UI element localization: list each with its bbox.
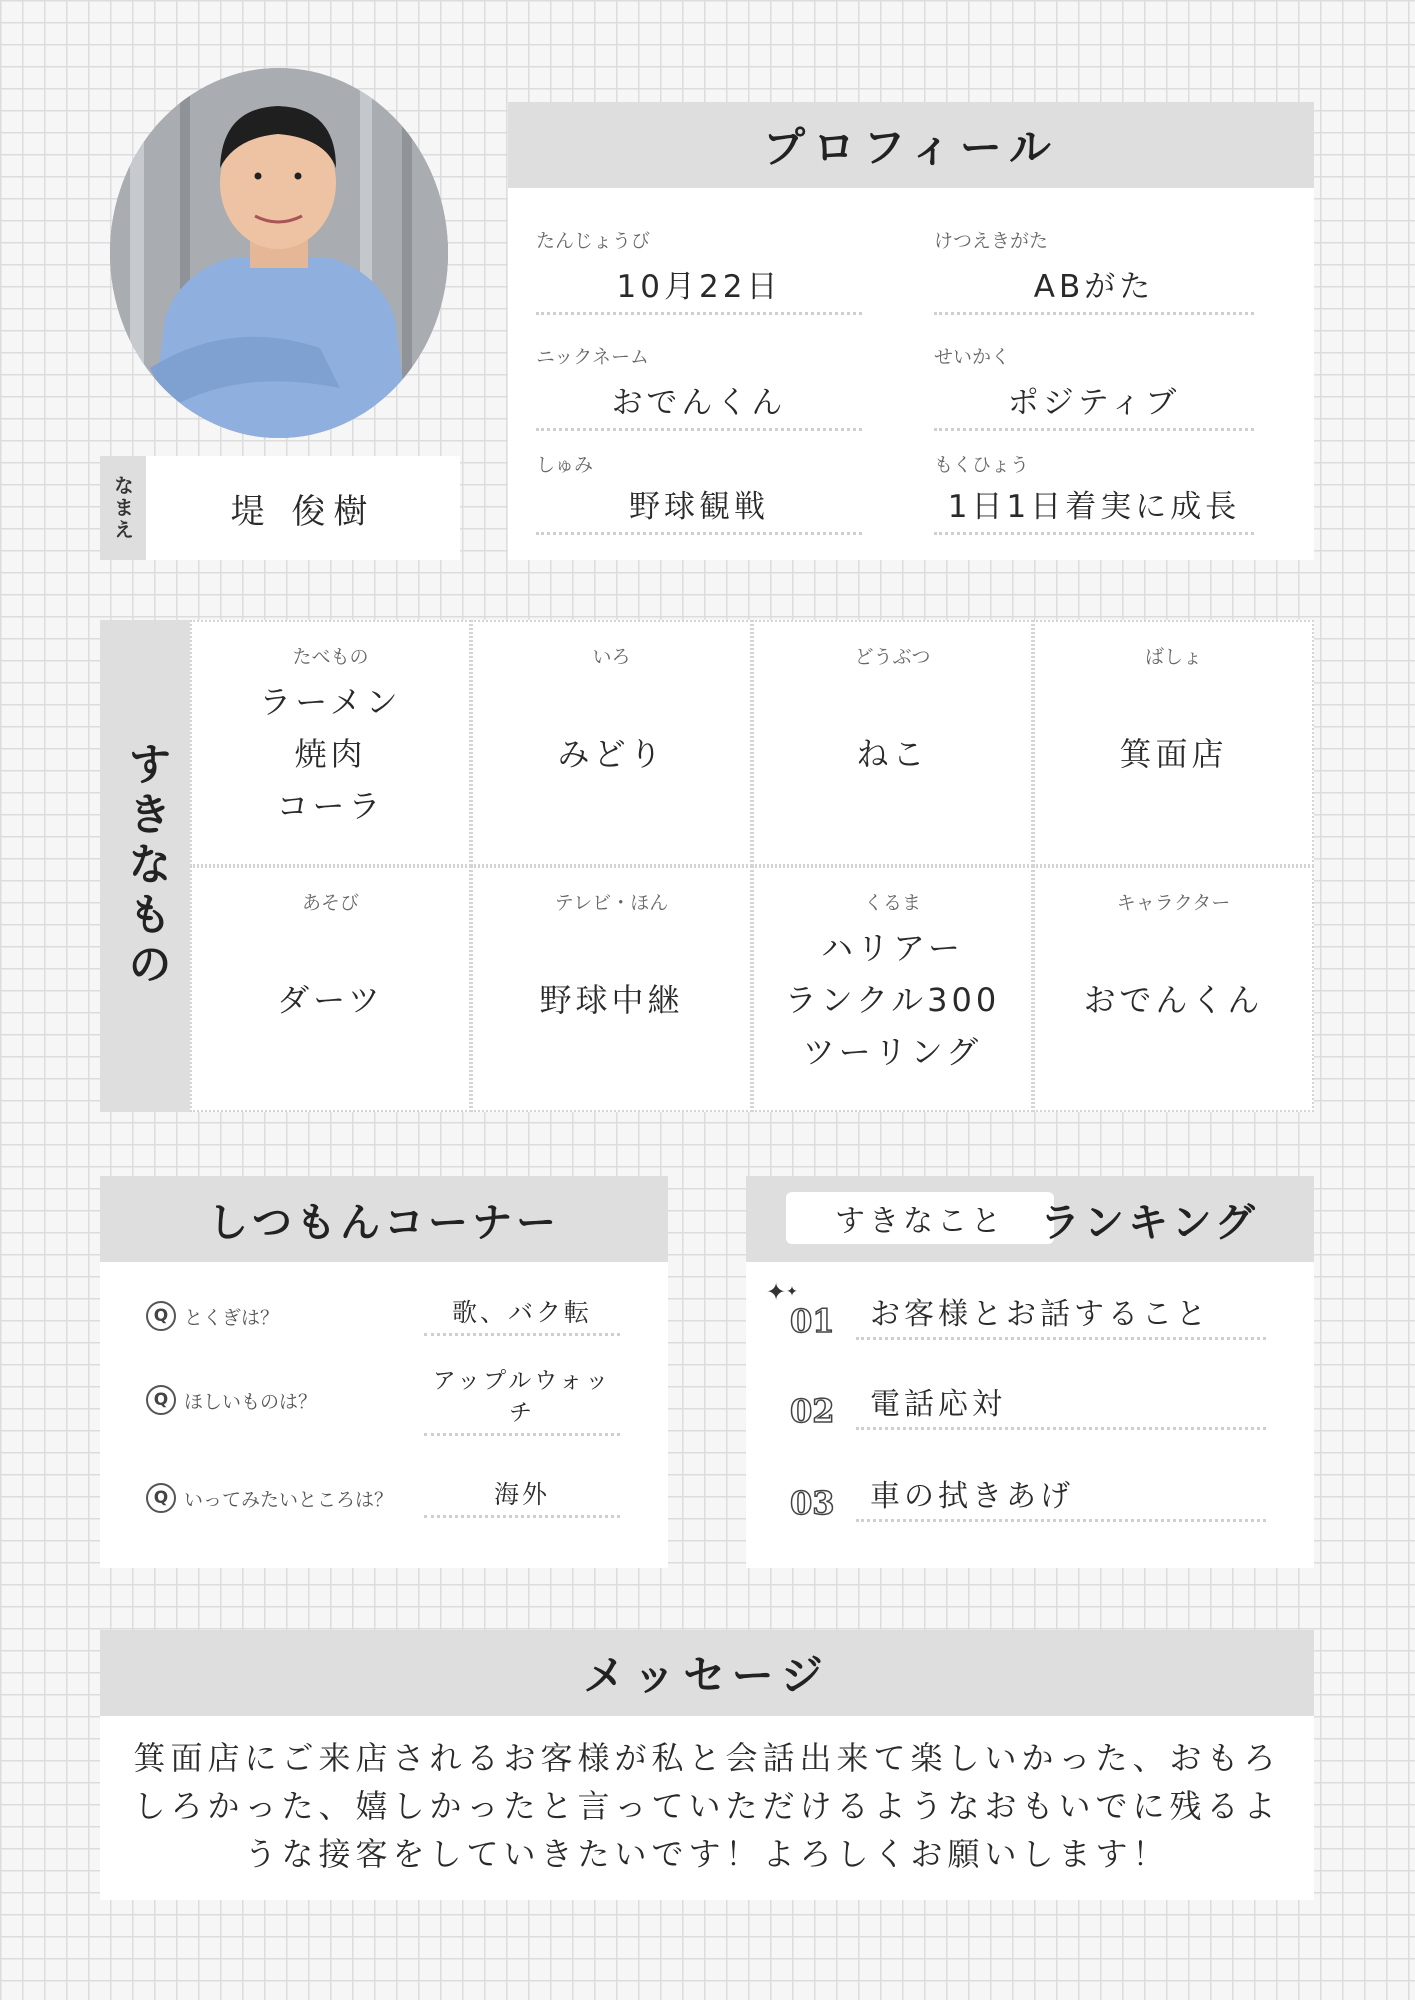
- profile-title: プロフィール: [508, 102, 1314, 188]
- goal-value: 1日1日着実に成長: [934, 481, 1254, 535]
- profile-photo: [110, 68, 448, 438]
- birthday-field: [536, 226, 862, 315]
- message-text: 箕面店にご来店されるお客様が私と会話出来て楽しいかった、おもろしろかった、嬉しかったと言っていただけるようなおもいでに残るような接客をしていきたいです！よろしくお願いします！: [133, 1739, 1281, 1873]
- ranking-row: [790, 1290, 1266, 1340]
- personality-value: ポジティブ: [934, 377, 1254, 431]
- fav-cell-color: [471, 620, 752, 866]
- question-row: [146, 1294, 646, 1338]
- question-row: [146, 1362, 646, 1438]
- favorites-title: すきなもの: [120, 741, 171, 991]
- question-text: いってみたいところは？: [184, 1488, 394, 1511]
- question-text: とくぎは？: [184, 1306, 280, 1329]
- fav-cell-character: [1033, 866, 1314, 1112]
- hobby-field: [536, 450, 862, 535]
- nickname-label: ニックネーム: [536, 346, 650, 368]
- nickname-field: [536, 342, 862, 431]
- blood-label: けつえきがた: [934, 230, 1049, 252]
- q-mark-icon: Q: [146, 1385, 176, 1415]
- birthday-value: 10月22日: [536, 261, 862, 315]
- blood-value: ABがた: [934, 261, 1254, 315]
- fav-cell-tv-book: [471, 866, 752, 1112]
- ranking-subtitle: すきなこと: [786, 1192, 1054, 1244]
- questions-title: しつもんコーナー: [100, 1176, 668, 1262]
- rank-text: 電話応対: [856, 1379, 1266, 1430]
- sparkle-icon: ✦✦: [766, 1278, 798, 1306]
- personality-field: [934, 342, 1254, 431]
- fav-cell-food: [190, 620, 471, 866]
- answer-text: 海外: [424, 1479, 620, 1518]
- fav-cell-play: [190, 866, 471, 1112]
- favorites-title-tab: [100, 620, 190, 1112]
- rank-number: 03: [790, 1484, 835, 1522]
- ranking-row: [790, 1472, 1266, 1522]
- fav-value: ねこ: [856, 735, 929, 773]
- rank-number: 02: [790, 1392, 835, 1430]
- fav-value: おでんくん: [1083, 981, 1264, 1019]
- ranking-row: [790, 1380, 1266, 1430]
- name-label-tab: [100, 456, 146, 560]
- favorites-grid: [190, 620, 1314, 1112]
- fav-label: ばしょ: [1144, 646, 1202, 668]
- blood-field: [934, 226, 1254, 315]
- q-mark-icon: Q: [146, 1483, 176, 1513]
- person-illustration: [110, 68, 448, 438]
- fav-value: ダーツ: [277, 981, 384, 1019]
- fav-cell-place: [1033, 620, 1314, 866]
- ranking-title: ランキング: [1040, 1199, 1259, 1246]
- personality-label: せいかく: [934, 346, 1011, 368]
- question-row: [146, 1476, 646, 1520]
- goal-field: [934, 450, 1254, 535]
- name-value: 堤 俊樹: [230, 491, 376, 532]
- fav-label: いろ: [592, 646, 631, 668]
- fav-label: キャラクター: [1116, 892, 1231, 914]
- birthday-label: たんじょうび: [536, 230, 651, 252]
- message-title: メッセージ: [100, 1630, 1314, 1716]
- answer-text: アップルウォッチ: [424, 1365, 620, 1436]
- fav-label: どうぶつ: [854, 646, 931, 668]
- hobby-label: しゅみ: [536, 454, 594, 476]
- q-mark-icon: Q: [146, 1301, 176, 1331]
- answer-text: 歌、バク転: [424, 1297, 620, 1336]
- question-text: ほしいものは？: [184, 1390, 318, 1413]
- fav-cell-car: [752, 866, 1033, 1112]
- fav-label: くるま: [863, 892, 921, 914]
- fav-value: 箕面店: [1119, 735, 1228, 773]
- hobby-value: 野球観戦: [536, 481, 862, 535]
- rank-text: お客様とお話すること: [856, 1289, 1266, 1340]
- nickname-value: おでんくん: [536, 377, 862, 431]
- fav-value: ラーメン 焼肉 コーラ: [259, 683, 402, 825]
- fav-label: たべもの: [292, 646, 369, 668]
- fav-label: テレビ・ほん: [554, 892, 669, 914]
- fav-cell-animal: [752, 620, 1033, 866]
- goal-label: もくひょう: [934, 454, 1030, 476]
- rank-number: 01: [790, 1302, 835, 1340]
- name-label: なまえ: [110, 475, 135, 541]
- fav-label: あそび: [301, 892, 359, 914]
- fav-value: みどり: [557, 735, 666, 773]
- fav-value: ハリアー ランクル300 ツーリング: [784, 929, 1001, 1071]
- fav-value: 野球中継: [539, 981, 684, 1019]
- rank-text: 車の拭きあげ: [856, 1471, 1266, 1522]
